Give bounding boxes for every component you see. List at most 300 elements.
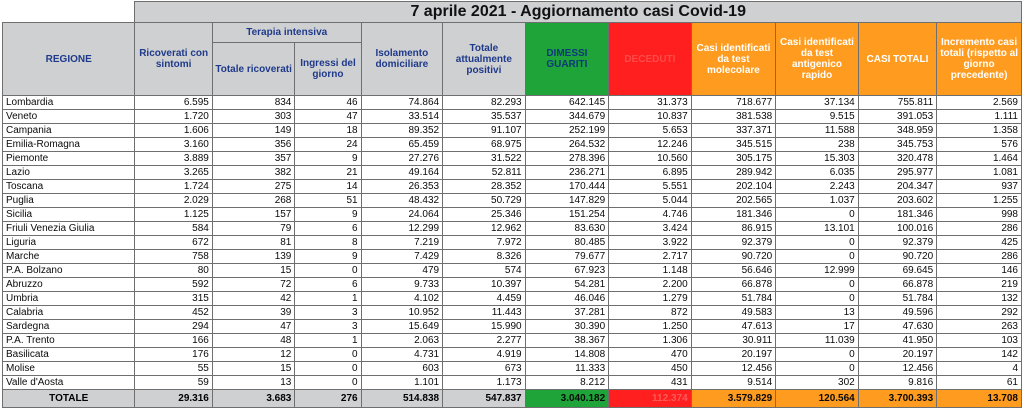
- cell-dimessi: 67.923: [525, 264, 609, 278]
- table-row: [3, 208, 1022, 222]
- cell-casi-totali: 204.347: [858, 180, 936, 194]
- cell-isolamento: 33.514: [361, 110, 443, 124]
- cell-casi-totali: 320.478: [858, 152, 936, 166]
- cell-totale-ricoverati: 81: [212, 236, 295, 250]
- header-positivi: Totale attualmente positivi: [443, 23, 526, 96]
- cell-positivi: 35.537: [443, 110, 526, 124]
- cell-antigenico: 0: [776, 236, 859, 250]
- cell-dimessi: 642.145: [525, 96, 609, 110]
- cell-incremento: 61: [937, 376, 1022, 390]
- table-body: [3, 96, 1022, 390]
- cell-dimessi: 264.532: [525, 138, 609, 152]
- header-deceduti: DECEDUTI: [609, 23, 692, 96]
- cell-totale-ricoverati: 834: [212, 96, 295, 110]
- cell-dimessi: 30.390: [525, 320, 609, 334]
- cell-positivi: 50.729: [443, 194, 526, 208]
- cell-molecolare: 56.646: [691, 264, 776, 278]
- cell-regione: Campania: [3, 124, 135, 138]
- cell-deceduti: 1.306: [609, 334, 692, 348]
- cell-deceduti: 5.044: [609, 194, 692, 208]
- cell-ricoverati: 166: [135, 334, 212, 348]
- cell-deceduti: 1.250: [609, 320, 692, 334]
- cell-dimessi: 37.281: [525, 306, 609, 320]
- cell-dimessi: 38.367: [525, 334, 609, 348]
- cell-ingressi: 3: [295, 306, 361, 320]
- table-row: [3, 320, 1022, 334]
- cell-molecolare: 9.514: [691, 376, 776, 390]
- cell-regione: Toscana: [3, 180, 135, 194]
- cell-isolamento: 4.102: [361, 292, 443, 306]
- cell-molecolare: 12.456: [691, 362, 776, 376]
- cell-ricoverati: 55: [135, 362, 212, 376]
- cell-positivi: 31.522: [443, 152, 526, 166]
- cell-totale-ricoverati: 12: [212, 348, 295, 362]
- cell-isolamento: 479: [361, 264, 443, 278]
- cell-deceduti: 10.560: [609, 152, 692, 166]
- cell-regione: Marche: [3, 250, 135, 264]
- cell-casi-totali: 92.379: [858, 236, 936, 250]
- cell-deceduti: 431: [609, 376, 692, 390]
- cell-positivi: 11.443: [443, 306, 526, 320]
- cell-regione: Friuli Venezia Giulia: [3, 222, 135, 236]
- cell-molecolare: 337.371: [691, 124, 776, 138]
- cell-isolamento: 27.276: [361, 152, 443, 166]
- cell-isolamento: 74.864: [361, 96, 443, 110]
- cell-dimessi: 151.254: [525, 208, 609, 222]
- cell-dimessi: 46.046: [525, 292, 609, 306]
- cell-positivi: 7.972: [443, 236, 526, 250]
- table-row: [3, 348, 1022, 362]
- cell-dimessi: 80.485: [525, 236, 609, 250]
- cell-casi-totali: 41.950: [858, 334, 936, 348]
- cell-molecolare: 202.565: [691, 194, 776, 208]
- cell-ricoverati: 3.889: [135, 152, 212, 166]
- cell-incremento: 576: [937, 138, 1022, 152]
- cell-regione: Umbria: [3, 292, 135, 306]
- table-row: [3, 124, 1022, 138]
- cell-ingressi: 6: [295, 222, 361, 236]
- cell-ricoverati: 3.265: [135, 166, 212, 180]
- header-casi-totali: CASI TOTALI: [858, 23, 936, 96]
- cell-antigenico: 15.303: [776, 152, 859, 166]
- cell-ingressi: 14: [295, 180, 361, 194]
- cell-ricoverati: 80: [135, 264, 212, 278]
- totals-label: TOTALE: [3, 390, 135, 408]
- cell-incremento: 146: [937, 264, 1022, 278]
- totals-ricoverati: 29.316: [135, 390, 212, 408]
- cell-antigenico: 9.515: [776, 110, 859, 124]
- cell-deceduti: 31.373: [609, 96, 692, 110]
- cell-ricoverati: 584: [135, 222, 212, 236]
- cell-casi-totali: 9.816: [858, 376, 936, 390]
- totals-incremento: 13.708: [937, 390, 1022, 408]
- table-row: [3, 362, 1022, 376]
- cell-ricoverati: 1.720: [135, 110, 212, 124]
- cell-ricoverati: 294: [135, 320, 212, 334]
- cell-molecolare: 305.175: [691, 152, 776, 166]
- cell-ingressi: 21: [295, 166, 361, 180]
- cell-casi-totali: 100.016: [858, 222, 936, 236]
- cell-casi-totali: 47.630: [858, 320, 936, 334]
- cell-antigenico: 11.588: [776, 124, 859, 138]
- cell-isolamento: 49.164: [361, 166, 443, 180]
- cell-totale-ricoverati: 13: [212, 376, 295, 390]
- cell-deceduti: 2.200: [609, 278, 692, 292]
- cell-incremento: 1.081: [937, 166, 1022, 180]
- cell-antigenico: 37.134: [776, 96, 859, 110]
- cell-isolamento: 24.064: [361, 208, 443, 222]
- cell-regione: Calabria: [3, 306, 135, 320]
- cell-incremento: 1.255: [937, 194, 1022, 208]
- cell-deceduti: 1.279: [609, 292, 692, 306]
- cell-ricoverati: 59: [135, 376, 212, 390]
- cell-ricoverati: 6.595: [135, 96, 212, 110]
- cell-ingressi: 0: [295, 348, 361, 362]
- table-row: [3, 278, 1022, 292]
- cell-antigenico: 13: [776, 306, 859, 320]
- cell-antigenico: 0: [776, 348, 859, 362]
- cell-ricoverati: 3.160: [135, 138, 212, 152]
- cell-molecolare: 20.197: [691, 348, 776, 362]
- cell-regione: Emilia-Romagna: [3, 138, 135, 152]
- cell-molecolare: 86.915: [691, 222, 776, 236]
- header-isolamento: Isolamento domiciliare: [361, 23, 443, 96]
- cell-regione: Puglia: [3, 194, 135, 208]
- cell-molecolare: 47.613: [691, 320, 776, 334]
- cell-molecolare: 90.720: [691, 250, 776, 264]
- cell-incremento: 2.569: [937, 96, 1022, 110]
- cell-regione: P.A. Bolzano: [3, 264, 135, 278]
- cell-totale-ricoverati: 47: [212, 320, 295, 334]
- cell-dimessi: 170.444: [525, 180, 609, 194]
- cell-casi-totali: 345.753: [858, 138, 936, 152]
- cell-isolamento: 603: [361, 362, 443, 376]
- cell-ingressi: 9: [295, 250, 361, 264]
- cell-incremento: 219: [937, 278, 1022, 292]
- cell-antigenico: 1.037: [776, 194, 859, 208]
- cell-casi-totali: 20.197: [858, 348, 936, 362]
- cell-regione: Sardegna: [3, 320, 135, 334]
- cell-incremento: 286: [937, 222, 1022, 236]
- cell-molecolare: 381.538: [691, 110, 776, 124]
- cell-molecolare: 51.784: [691, 292, 776, 306]
- cell-incremento: 142: [937, 348, 1022, 362]
- cell-isolamento: 26.353: [361, 180, 443, 194]
- table-row: [3, 306, 1022, 320]
- cell-ingressi: 51: [295, 194, 361, 208]
- cell-incremento: 1.464: [937, 152, 1022, 166]
- cell-ricoverati: 2.029: [135, 194, 212, 208]
- totals-casi-totali: 3.700.393: [858, 390, 936, 408]
- cell-ingressi: 3: [295, 320, 361, 334]
- cell-ingressi: 1: [295, 292, 361, 306]
- cell-casi-totali: 66.878: [858, 278, 936, 292]
- cell-deceduti: 4.746: [609, 208, 692, 222]
- cell-ingressi: 0: [295, 362, 361, 376]
- cell-regione: Lombardia: [3, 96, 135, 110]
- header-terapia-intensiva: Terapia intensiva: [212, 23, 361, 43]
- cell-ingressi: 1: [295, 334, 361, 348]
- cell-deceduti: 450: [609, 362, 692, 376]
- cell-regione: Liguria: [3, 236, 135, 250]
- cell-antigenico: 0: [776, 362, 859, 376]
- cell-antigenico: 238: [776, 138, 859, 152]
- table-row: [3, 166, 1022, 180]
- cell-totale-ricoverati: 79: [212, 222, 295, 236]
- cell-dimessi: 278.396: [525, 152, 609, 166]
- cell-molecolare: 66.878: [691, 278, 776, 292]
- table-row: [3, 264, 1022, 278]
- cell-isolamento: 10.952: [361, 306, 443, 320]
- header-ingressi: Ingressi del giorno: [295, 43, 361, 96]
- cell-totale-ricoverati: 139: [212, 250, 295, 264]
- cell-ingressi: 0: [295, 376, 361, 390]
- cell-incremento: 425: [937, 236, 1022, 250]
- covid-report: [2, 1, 1022, 414]
- totals-positivi: 547.837: [443, 390, 526, 408]
- cell-ingressi: 8: [295, 236, 361, 250]
- cell-casi-totali: 181.346: [858, 208, 936, 222]
- cell-dimessi: 79.677: [525, 250, 609, 264]
- cell-molecolare: 30.911: [691, 334, 776, 348]
- cell-positivi: 574: [443, 264, 526, 278]
- table-row: [3, 376, 1022, 390]
- cell-isolamento: 12.299: [361, 222, 443, 236]
- cell-totale-ricoverati: 15: [212, 362, 295, 376]
- cell-ingressi: 24: [295, 138, 361, 152]
- cell-positivi: 25.346: [443, 208, 526, 222]
- cell-regione: Piemonte: [3, 152, 135, 166]
- cell-ingressi: 47: [295, 110, 361, 124]
- cell-totale-ricoverati: 357: [212, 152, 295, 166]
- cell-incremento: 263: [937, 320, 1022, 334]
- cell-molecolare: 49.583: [691, 306, 776, 320]
- cell-totale-ricoverati: 149: [212, 124, 295, 138]
- header-molecolare: Casi identificati da test molecolare: [691, 23, 776, 96]
- cell-molecolare: 289.942: [691, 166, 776, 180]
- cell-casi-totali: 49.596: [858, 306, 936, 320]
- totals-antigenico: 120.564: [776, 390, 859, 408]
- cell-incremento: 132: [937, 292, 1022, 306]
- cell-deceduti: 12.246: [609, 138, 692, 152]
- cell-molecolare: 345.515: [691, 138, 776, 152]
- cell-incremento: 286: [937, 250, 1022, 264]
- cell-isolamento: 1.101: [361, 376, 443, 390]
- totals-molecolare: 3.579.829: [691, 390, 776, 408]
- cell-positivi: 4.459: [443, 292, 526, 306]
- header-regione: REGIONE: [3, 23, 135, 96]
- cell-positivi: 52.811: [443, 166, 526, 180]
- cell-incremento: 937: [937, 180, 1022, 194]
- cell-deceduti: 3.922: [609, 236, 692, 250]
- cell-ingressi: 18: [295, 124, 361, 138]
- cell-isolamento: 65.459: [361, 138, 443, 152]
- cell-dimessi: 54.281: [525, 278, 609, 292]
- table-row: [3, 138, 1022, 152]
- cell-ricoverati: 1.724: [135, 180, 212, 194]
- cell-positivi: 673: [443, 362, 526, 376]
- header-ricoverati: Ricoverati con sintomi: [135, 23, 212, 96]
- cell-isolamento: 48.432: [361, 194, 443, 208]
- cell-ingressi: 46: [295, 96, 361, 110]
- cell-dimessi: 83.630: [525, 222, 609, 236]
- totals-row: [3, 390, 1022, 408]
- cell-positivi: 8.326: [443, 250, 526, 264]
- header-dimessi: DIMESSI GUARITI: [525, 23, 609, 96]
- cell-regione: Molise: [3, 362, 135, 376]
- cell-isolamento: 7.429: [361, 250, 443, 264]
- cell-antigenico: 0: [776, 278, 859, 292]
- cell-deceduti: 872: [609, 306, 692, 320]
- table-row: [3, 96, 1022, 110]
- cell-molecolare: 202.104: [691, 180, 776, 194]
- cell-incremento: 1.111: [937, 110, 1022, 124]
- totals-deceduti: 112.374: [609, 390, 692, 408]
- cell-isolamento: 9.733: [361, 278, 443, 292]
- cell-molecolare: 181.346: [691, 208, 776, 222]
- covid-table: [2, 1, 1022, 408]
- cell-totale-ricoverati: 72: [212, 278, 295, 292]
- cell-antigenico: 0: [776, 292, 859, 306]
- cell-antigenico: 17: [776, 320, 859, 334]
- cell-totale-ricoverati: 42: [212, 292, 295, 306]
- totals-totale-ricoverati: 3.683: [212, 390, 295, 408]
- cell-ricoverati: 315: [135, 292, 212, 306]
- cell-antigenico: 6.035: [776, 166, 859, 180]
- cell-totale-ricoverati: 48: [212, 334, 295, 348]
- cell-regione: Lazio: [3, 166, 135, 180]
- cell-incremento: 103: [937, 334, 1022, 348]
- cell-antigenico: 302: [776, 376, 859, 390]
- cell-incremento: 998: [937, 208, 1022, 222]
- table-row: [3, 292, 1022, 306]
- cell-antigenico: 13.101: [776, 222, 859, 236]
- cell-incremento: 1.358: [937, 124, 1022, 138]
- cell-totale-ricoverati: 275: [212, 180, 295, 194]
- cell-totale-ricoverati: 39: [212, 306, 295, 320]
- cell-totale-ricoverati: 157: [212, 208, 295, 222]
- page-title: 7 aprile 2021 - Aggiornamento casi Covid-19: [135, 2, 1022, 23]
- table-row: [3, 152, 1022, 166]
- totals-ingressi: 276: [295, 390, 361, 408]
- cell-regione: Valle d'Aosta: [3, 376, 135, 390]
- title-blank-cell: [3, 2, 135, 23]
- cell-ricoverati: 452: [135, 306, 212, 320]
- table-row: [3, 236, 1022, 250]
- cell-molecolare: 92.379: [691, 236, 776, 250]
- cell-dimessi: 252.199: [525, 124, 609, 138]
- cell-ricoverati: 176: [135, 348, 212, 362]
- cell-casi-totali: 295.977: [858, 166, 936, 180]
- cell-ingressi: 9: [295, 152, 361, 166]
- cell-ricoverati: 672: [135, 236, 212, 250]
- cell-deceduti: 5.653: [609, 124, 692, 138]
- cell-deceduti: 2.717: [609, 250, 692, 264]
- cell-deceduti: 1.148: [609, 264, 692, 278]
- cell-positivi: 15.990: [443, 320, 526, 334]
- cell-incremento: 292: [937, 306, 1022, 320]
- cell-molecolare: 718.677: [691, 96, 776, 110]
- cell-totale-ricoverati: 382: [212, 166, 295, 180]
- cell-isolamento: 4.731: [361, 348, 443, 362]
- cell-ricoverati: 1.125: [135, 208, 212, 222]
- cell-casi-totali: 69.645: [858, 264, 936, 278]
- cell-ingressi: 9: [295, 208, 361, 222]
- header-antigenico: Casi identificati da test antigenico rapido: [776, 23, 859, 96]
- cell-totale-ricoverati: 15: [212, 264, 295, 278]
- cell-dimessi: 8.212: [525, 376, 609, 390]
- header-totale-ricoverati: Totale ricoverati: [212, 43, 295, 96]
- cell-ricoverati: 1.606: [135, 124, 212, 138]
- cell-deceduti: 470: [609, 348, 692, 362]
- cell-casi-totali: 348.959: [858, 124, 936, 138]
- cell-dimessi: 236.271: [525, 166, 609, 180]
- table-row: [3, 194, 1022, 208]
- cell-regione: Basilicata: [3, 348, 135, 362]
- cell-positivi: 91.107: [443, 124, 526, 138]
- cell-ricoverati: 758: [135, 250, 212, 264]
- cell-dimessi: 147.829: [525, 194, 609, 208]
- totals-isolamento: 514.838: [361, 390, 443, 408]
- cell-regione: Sicilia: [3, 208, 135, 222]
- cell-totale-ricoverati: 356: [212, 138, 295, 152]
- cell-casi-totali: 203.602: [858, 194, 936, 208]
- cell-casi-totali: 90.720: [858, 250, 936, 264]
- cell-casi-totali: 755.811: [858, 96, 936, 110]
- cell-antigenico: 2.243: [776, 180, 859, 194]
- cell-deceduti: 10.837: [609, 110, 692, 124]
- cell-ingressi: 0: [295, 264, 361, 278]
- cell-antigenico: 0: [776, 208, 859, 222]
- cell-regione: Abruzzo: [3, 278, 135, 292]
- cell-dimessi: 344.679: [525, 110, 609, 124]
- cell-casi-totali: 12.456: [858, 362, 936, 376]
- cell-isolamento: 89.352: [361, 124, 443, 138]
- cell-antigenico: 12.999: [776, 264, 859, 278]
- cell-antigenico: 0: [776, 250, 859, 264]
- cell-positivi: 68.975: [443, 138, 526, 152]
- cell-isolamento: 2.063: [361, 334, 443, 348]
- cell-positivi: 82.293: [443, 96, 526, 110]
- cell-ricoverati: 592: [135, 278, 212, 292]
- totals-dimessi: 3.040.182: [525, 390, 609, 408]
- cell-positivi: 2.277: [443, 334, 526, 348]
- cell-casi-totali: 391.053: [858, 110, 936, 124]
- table-row: [3, 250, 1022, 264]
- cell-incremento: 4: [937, 362, 1022, 376]
- cell-dimessi: 11.333: [525, 362, 609, 376]
- header-incremento: Incremento casi totali (rispetto al giorno precedente): [937, 23, 1022, 96]
- table-row: [3, 222, 1022, 236]
- cell-positivi: 28.352: [443, 180, 526, 194]
- cell-positivi: 1.173: [443, 376, 526, 390]
- cell-ingressi: 6: [295, 278, 361, 292]
- table-row: [3, 180, 1022, 194]
- cell-positivi: 10.397: [443, 278, 526, 292]
- table-row: [3, 110, 1022, 124]
- cell-regione: P.A. Trento: [3, 334, 135, 348]
- table-row: [3, 334, 1022, 348]
- cell-deceduti: 3.424: [609, 222, 692, 236]
- cell-regione: Veneto: [3, 110, 135, 124]
- cell-casi-totali: 51.784: [858, 292, 936, 306]
- cell-isolamento: 15.649: [361, 320, 443, 334]
- cell-antigenico: 11.039: [776, 334, 859, 348]
- cell-totale-ricoverati: 268: [212, 194, 295, 208]
- cell-deceduti: 6.895: [609, 166, 692, 180]
- cell-totale-ricoverati: 303: [212, 110, 295, 124]
- cell-positivi: 4.919: [443, 348, 526, 362]
